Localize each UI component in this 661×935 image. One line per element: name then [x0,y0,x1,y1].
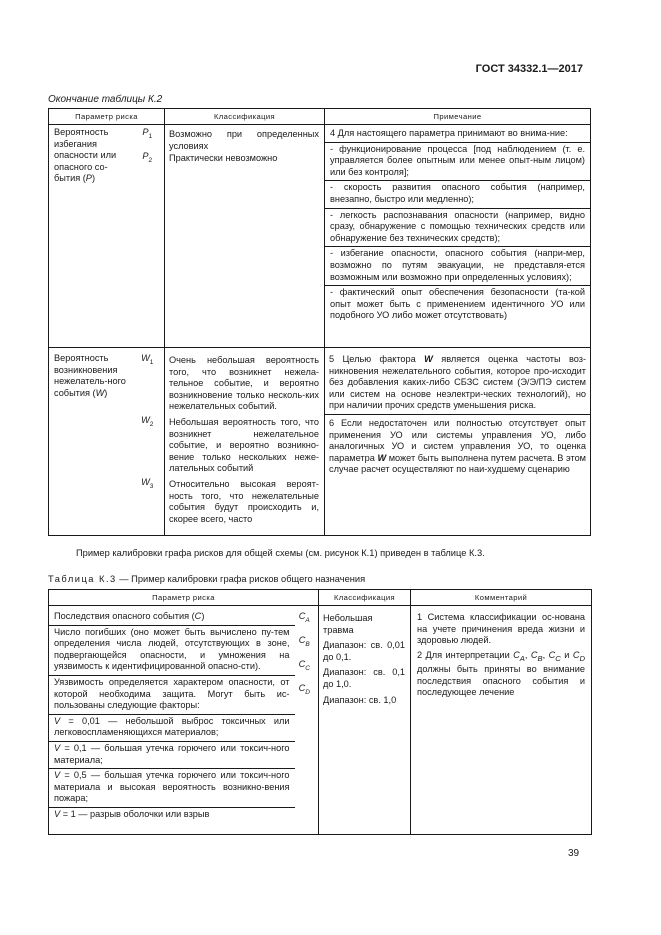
param-label-end: ) [91,173,95,184]
symbol-ca: $C_A$ [298,611,310,624]
note-5: 5 Целью фактора W является оценка частоты воз-никновения нежелательного события, которое про-исходит без добавления каких-либо СБЗС систем (Э/Э/ПЭ систем или систем на основе неэлектри-ческих технологий), но при наличии прочих средств уменьшения риска. [329,354,586,411]
param-cell-w [49,348,135,536]
comment-cell-c [411,606,592,835]
classification-w2: Небольшая вероятность того, что возникнет нежелательное событие, и вероятно возникно-вение только нескольких неже-лательных событий [169,417,319,474]
comment-2: 2 Для интерпретации $C_A$, $C_B$, $C_C$ и $C_D$ должны быть приняты во внимание последствия опасного события и последующее лечение [417,649,585,698]
symbol-cd: $C_D$ [298,683,310,696]
table-row-p [49,125,591,348]
classification-w3: Относительно высокая вероят-ность того, что нежелательные события будут происходить и, скорее всего, часто [169,479,319,524]
classification-cell-w [165,348,325,536]
header-classification: Классификация [319,590,411,606]
note-4: 4 Для настоящего параметра принимают во внима-ние: [330,128,568,138]
classification-p1: Возможно при определенных условиях [169,129,319,151]
table-row-c [49,606,592,835]
page-number: 39 [568,848,580,859]
header-comment: Комментарий [411,590,592,606]
header-classification: Классификация [165,109,325,125]
classification-cell-p [165,125,325,348]
param-symbol: W [95,387,105,398]
symbol-cc: $C_C$ [298,659,310,672]
note-6: 6 Если недостаточен или полностью отсутствует опыт применения УО или системы управления УО, либо аналогичных УО и систем управления УО, то оценка параметра W может быть выполнена путем расчета. В этом случае расчет осуществляют по наи-худшему сценарию [325,414,590,478]
factor-4: V = 1 — разрыв оболочки или взрыв [49,807,295,823]
classification-cb: Диапазон: св. 0,01 до 0,1. [323,640,405,662]
symbol-cb: $C_B$ [298,635,310,648]
table-k3-header [49,590,592,606]
symbol-p1: $P_1$ [142,127,153,140]
table-k2-caption: Окончание таблицы К.2 [48,94,163,105]
table-k2-header [49,109,591,125]
param-label-end: ) [104,387,108,398]
note-4-item-2: - скорость развития опасного события (например, внезапно, быстро или медленно); [325,180,590,207]
standard-designation: ГОСТ 34332.1—2017 [475,63,583,75]
factor-1: V = 0,01 — небольшой выброс токсичных или легковоспламеняющихся материалов; [49,714,295,741]
note-4-item-3: - легкость распознавания опасности (например, видно сразу, обнаружение с помощью технических средств или обнаружение без технических средств); [325,208,590,247]
header-risk-parameter: Параметр риска [49,590,319,606]
param-cell-p [49,125,135,348]
param-fatalities: Число погибших (оно может быть вычислено пу-тем определения числа людей, отсутствующих в зоне, подвергающейся опасности, и умножения на уязвимость к идентифицированной опасно-сти). [49,625,295,675]
param-label: Вероятность избегания опасности или опасного со-бытия ( [54,127,117,184]
symbol-cell-p [135,125,165,348]
table-k2 [48,108,591,536]
param-vulnerability: Уязвимость определяется характером опасности, от которой необходима защита. Могут быть ис-пользованы следующие факторы: [49,675,295,714]
factor-3: V = 0,5 — большая утечка горючего или токсич-ного материала и высокая вероятность возникно-вения пожара; [49,768,295,807]
classification-cell-c [319,606,411,835]
table-k3-caption: Таблица К.3 — Пример калибровки графа рисков общего назначения [48,574,366,584]
note-4-item-5: - фактический опыт обеспечения безопасности (та-кой опыт может быть с применением идентичного УО или подобного УО либо может отсутствовать) [325,285,590,324]
header-risk-parameter: Параметр риска [49,109,165,125]
symbol-w2: $W_2$ [141,415,154,428]
symbol-cell-c [295,606,319,835]
classification-w1: Очень небольшая вероятность того, что возникнет нежела-тельное событие, и вероятно возникновение только несколь-ких нежелательных событий. [169,355,319,412]
note-4-item-1: - функционирование процесса [под наблюдением (т. е. управляется более опытным или менее опыт-ным лицом) или без контроля]; [325,142,590,181]
note-cell-w [325,348,591,536]
calibration-reference-text: Пример калибровки графа рисков для общей схемы (см. рисунок К.1) приведен в таблице К.3. [76,548,485,558]
note-cell-p [325,125,591,348]
table-k3 [48,589,592,835]
factor-2: V = 0,1 — большая утечка горючего или токсич-ного материала; [49,741,295,768]
classification-cc: Диапазон: св. 0,1 до 1,0. [323,667,405,689]
param-symbol: P [85,173,92,184]
symbol-w1: $W_1$ [141,353,154,366]
param-title: Последствия опасного события (C) [54,611,205,621]
header-note: Примечание [325,109,591,125]
param-label: Вероятность возникновения нежелатель-ного события ( [54,353,126,398]
note-4-item-4: - избегание опасности, опасного события (напри-мер, возможно по путям эвакуации, не представля-ется возможным или возможно при определенных условиях); [325,246,590,285]
classification-p2: Практически невозможно [169,153,278,163]
param-cell-c [49,606,295,835]
table-row-w [49,348,591,536]
symbol-p2: $P_2$ [142,151,153,164]
symbol-w3: $W_3$ [141,477,154,490]
symbol-cell-w [135,348,165,536]
comment-1: 1 Система классификации ос-нована на учете причинения вреда жизни и здоровью людей. [417,612,585,646]
classification-ca: Небольшая травма [323,613,373,635]
classification-cd: Диапазон: св. 1,0 [323,694,397,705]
